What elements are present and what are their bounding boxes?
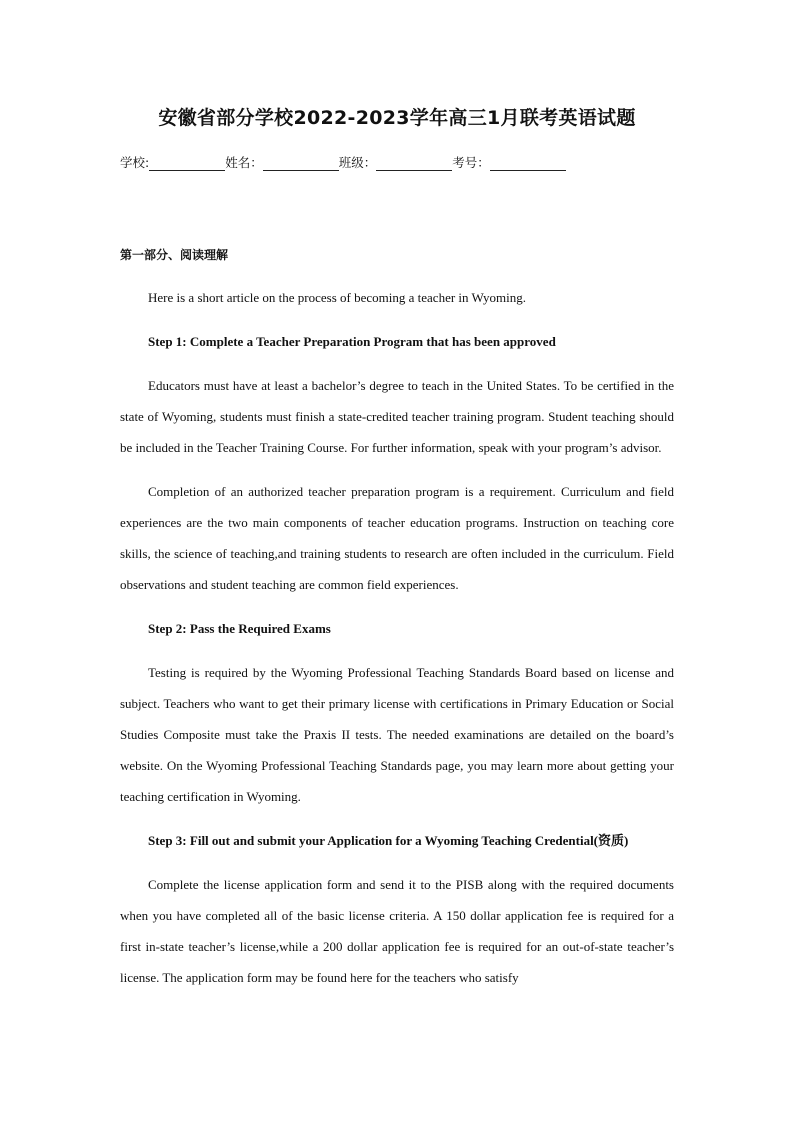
paragraph: Testing is required by the Wyoming Professional Teaching Standards Board based on license and subject. Teachers who want to get their primary license with certifications in Primary Education or Social Studies Composite must take the Praxis II tests. The needed examinations are detailed on the board’s website. On the Wyoming Professional Teaching Standards page, you may learn more about getting your teaching certification in Wyoming. [120,665,674,804]
class-label: 班级： [338,155,377,170]
class-blank [376,156,452,171]
paragraph: Complete the license application form and send it to the PISB along with the required documents when you have completed all of the basic license criteria. A 150 dollar application fee is required for a first in-state teacher’s license,while a 200 dollar application fee is required for an out-of-state teacher’s license. The application form may be found here for the teachers who satisfy [120,877,674,985]
step-heading: Step 3: Fill out and submit your Application for a Wyoming Teaching Credential(资质) [148,833,629,848]
article-body [120,282,674,1006]
name-label: 姓名： [225,155,263,170]
paragraph: Completion of an authorized teacher preparation program is a requirement. Curriculum and field experiences are the two main components of teacher education programs. Instruction on teaching core skills, the science of teaching,and training students to research are often included in the curriculum. Field observations and student teaching are common field experiences. [120,484,674,592]
number-blank [490,156,566,171]
school-label: 学校: [120,155,150,170]
section-heading: 第一部分、阅读理解 [120,248,229,262]
page-title: 安徽省部分学校2022-2023学年高三1月联考英语试题 [158,107,636,129]
step-heading: Step 1: Complete a Teacher Preparation Program that has been approved [148,334,556,349]
student-info-line [120,153,566,171]
step-heading: Step 2: Pass the Required Exams [148,621,331,636]
paragraph: Educators must have at least a bachelor’s degree to teach in the United States. To be certified in the state of Wyoming, students must finish a state-credited teacher training program. Student teaching should be included in the Teacher Training Course. For further information, speak with your program’s advisor. [120,378,674,455]
name-blank [263,156,339,171]
number-label: 考号： [452,155,490,170]
intro-paragraph: Here is a short article on the process of becoming a teacher in Wyoming. [148,290,527,305]
school-blank [149,156,225,171]
